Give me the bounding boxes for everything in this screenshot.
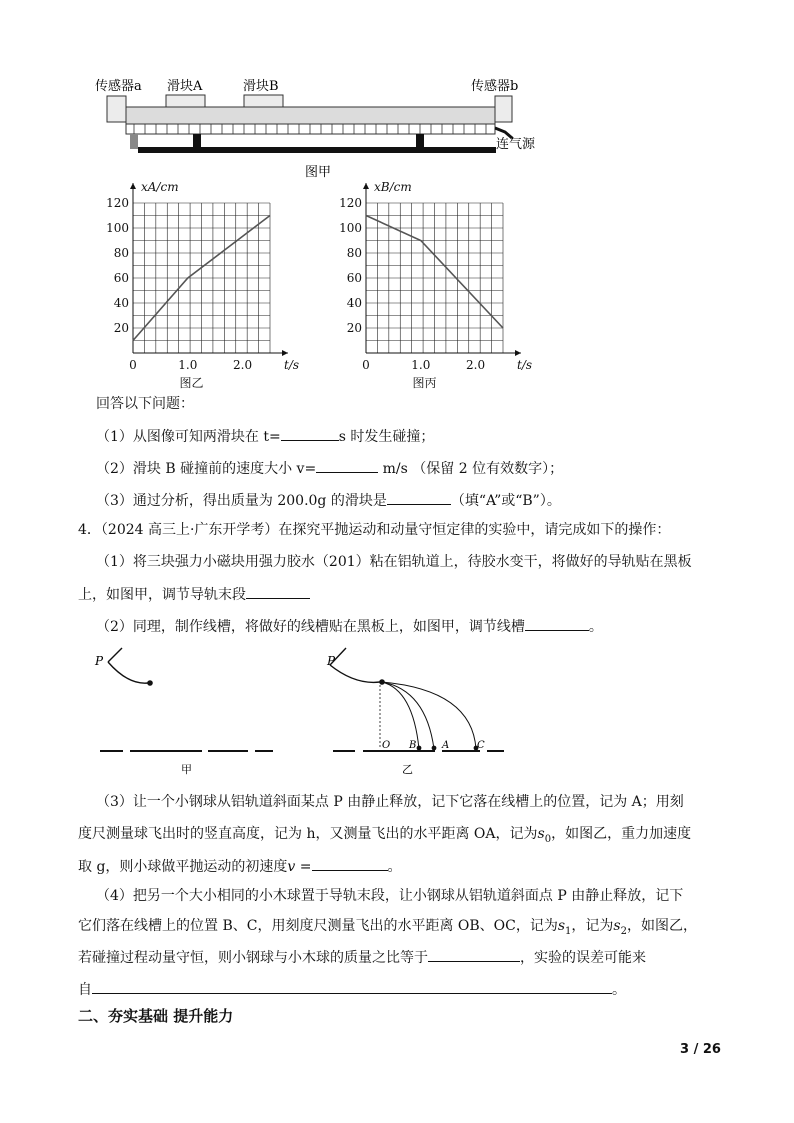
q4-p3-line3: 取 g，则小球做平抛运动的初速度v = 。 <box>78 856 402 877</box>
y-tick-label: 40 <box>346 296 362 310</box>
y-axis-arrow <box>130 183 136 189</box>
support-right <box>416 134 424 149</box>
ball-left <box>147 680 153 686</box>
air-track <box>126 107 495 124</box>
section-heading: 二、夯实基础 提升能力 <box>78 1007 234 1025</box>
ramp-curve-left <box>108 662 148 683</box>
caption-jia-small: 甲 <box>181 763 192 776</box>
x-axis-arrow <box>282 350 288 356</box>
y-axis-label: xB/cm <box>374 180 412 194</box>
landing-point-b <box>417 746 422 751</box>
sensor-a-label: 传感器a <box>95 79 142 94</box>
q4-p1-line1: （1）将三块强力小磁块用强力胶水（201）粘在铝轨道上，待胶水变干，将做好的导轨贴在黑板 <box>96 554 692 570</box>
chart-xb-vs-t <box>333 178 543 393</box>
trajectory-a <box>382 682 434 749</box>
projectile-figure <box>90 645 520 780</box>
q4-p4-line3: 若碰撞过程动量守恒，则小钢球与小木球的质量之比等于 ，实验的误差可能来 <box>78 947 646 968</box>
q4-p4-line2: 它们落在线槽上的位置 B、C，用刻度尺测量飞出的水平距离 OB、OC，记为$s_1$，记为$s_2$，如图乙， <box>78 918 697 937</box>
x-tick-label: 2.0 <box>466 358 486 372</box>
point-a-label: A <box>442 740 450 751</box>
q4-p3-line2: 度尺测量球飞出时的竖直高度，记为 h，又测量飞出的水平距离 OA，记为$s_0$，如图乙，重力加速度 <box>78 826 692 845</box>
figure-caption-jia: 图甲 <box>305 165 332 180</box>
point-c-label: C <box>477 740 485 751</box>
x-axis-arrow <box>515 350 521 356</box>
q4-p4-line4: 自 。 <box>78 979 626 1000</box>
chart-caption: 图乙 <box>179 376 204 390</box>
q3-intro: 回答以下问题： <box>96 396 194 412</box>
q3-part3: （3）通过分析，得出质量为 200.0g 的滑块是 （填“A”或“B”）。 <box>96 490 561 511</box>
answer-blank-collision-time[interactable] <box>281 426 339 441</box>
point-p-right-label: P <box>327 654 336 668</box>
sensor-b-label: 传感器b <box>471 79 519 94</box>
y-axis-label: xA/cm <box>141 180 179 194</box>
y-tick-label: 40 <box>113 296 129 310</box>
x-tick-label: 0 <box>362 358 370 372</box>
q4-p4-line1: （4）把另一个大小相同的小木球置于导轨末段，让小钢球从铝轨道斜面点 P 由静止释放，记下 <box>96 888 684 904</box>
answer-blank-error-source[interactable] <box>92 979 612 994</box>
caption-yi-small: 乙 <box>402 763 413 776</box>
x-tick-label: 2.0 <box>233 358 253 372</box>
base-rail <box>138 147 496 153</box>
answer-blank-groove[interactable] <box>525 616 589 631</box>
sensor-b <box>495 96 512 122</box>
slider-b-label: 滑块B <box>243 79 279 94</box>
point-p-left-label: P <box>95 654 104 668</box>
trajectory-c <box>382 682 476 749</box>
y-tick-label: 80 <box>113 246 129 260</box>
point-b-label: B <box>409 740 417 751</box>
x-tick-label: 1.0 <box>411 358 431 372</box>
point-o-label: O <box>382 740 391 751</box>
x-tick-label: 1.0 <box>178 358 198 372</box>
base-leg-left <box>130 134 138 149</box>
chart-xa-vs-t <box>100 178 310 393</box>
answer-blank-mass-slider[interactable] <box>387 490 451 505</box>
ramp-top-left <box>108 648 122 662</box>
ramp-curve-right <box>330 665 380 682</box>
q4-title: 4．（2024 高三上·广东开学考）在探究平抛运动和动量守恒定律的实验中，请完成如下的操作： <box>78 522 671 538</box>
q3-part1: （1）从图像可知两滑块在 t= s 时发生碰撞； <box>96 426 434 447</box>
y-tick-label: 100 <box>339 221 362 235</box>
q4-p3-line1: （3）让一个小钢球从铝轨道斜面某点 P 由静止释放，记下它落在线槽上的位置，记为 A；用刻 <box>96 794 684 810</box>
trajectory-b <box>382 682 419 749</box>
q4-p2: （2）同理，制作线槽，将做好的线槽贴在黑板上，如图甲，调节线槽 。 <box>96 616 603 637</box>
y-tick-label: 20 <box>113 321 129 335</box>
answer-blank-mass-ratio[interactable] <box>428 947 520 962</box>
y-axis-arrow <box>363 183 369 189</box>
x-axis-label: t/s <box>284 358 300 372</box>
page-number: 3 / 26 <box>680 1042 721 1057</box>
track-holes-strip <box>126 124 495 134</box>
y-tick-label: 80 <box>346 246 362 260</box>
answer-blank-initial-velocity[interactable] <box>312 856 388 871</box>
q3-part2: （2）滑块 B 碰撞前的速度大小 v= m/s （保留 2 位有效数字）； <box>96 458 563 479</box>
support-left <box>193 134 201 149</box>
landing-point-a <box>432 746 437 751</box>
y-tick-label: 120 <box>106 196 129 210</box>
air-source-label: 连气源 <box>496 137 536 152</box>
chart-caption: 图丙 <box>412 376 437 390</box>
y-tick-label: 100 <box>106 221 129 235</box>
q4-p1-line2: 上，如图甲，调节导轨末段 <box>78 584 310 605</box>
x-tick-label: 0 <box>129 358 137 372</box>
y-tick-label: 20 <box>346 321 362 335</box>
y-tick-label: 60 <box>113 271 129 285</box>
air-track-figure <box>95 72 560 182</box>
answer-blank-track-end[interactable] <box>246 584 310 599</box>
x-axis-label: t/s <box>517 358 533 372</box>
y-tick-label: 60 <box>346 271 362 285</box>
answer-blank-velocity-b[interactable] <box>316 458 378 473</box>
sensor-a <box>107 96 126 122</box>
y-tick-label: 120 <box>339 196 362 210</box>
slider-a-label: 滑块A <box>167 79 203 94</box>
